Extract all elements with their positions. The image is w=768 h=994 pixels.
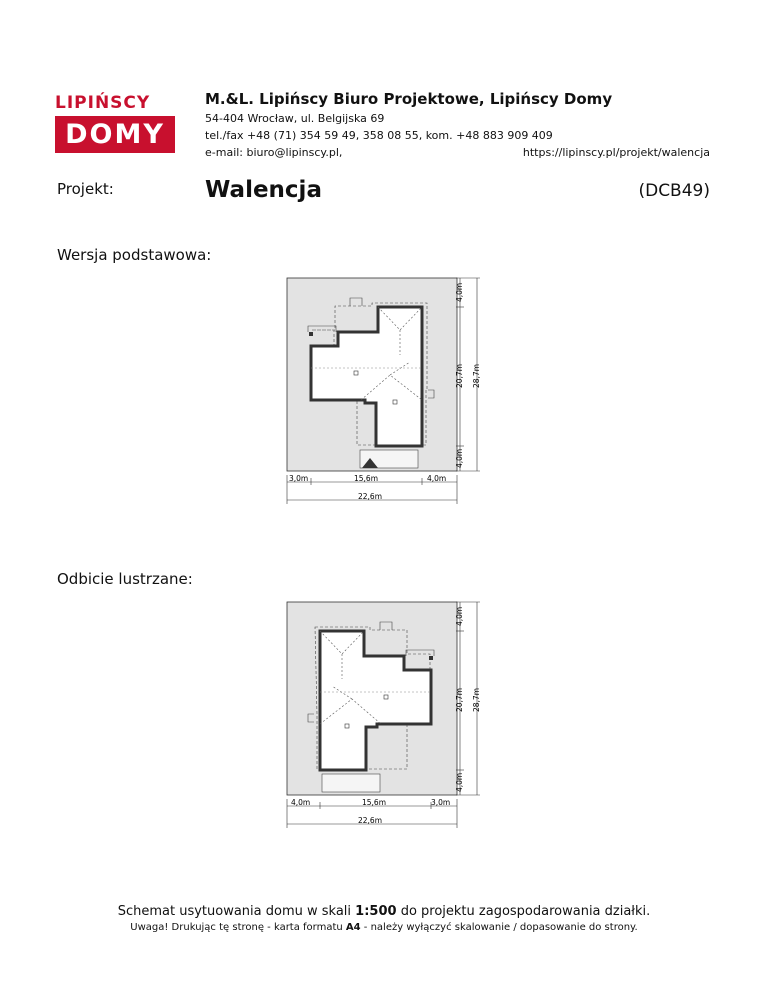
project-url[interactable]: https://lipinscy.pl/projekt/walencja bbox=[522, 146, 710, 159]
dim-middle: 15,6m bbox=[362, 798, 387, 807]
dim-height: 20,7m bbox=[455, 363, 464, 388]
site-plan-mirror bbox=[270, 594, 500, 844]
company-logo bbox=[55, 92, 175, 154]
section-basic-title: Wersja podstawowa: bbox=[57, 246, 212, 264]
dim-bottom: 4,0m bbox=[455, 448, 464, 468]
dim-top: 4,0m bbox=[455, 606, 464, 626]
dim-height: 20,7m bbox=[455, 687, 464, 712]
site-plan-basic bbox=[270, 270, 500, 520]
dim-middle: 15,6m bbox=[354, 474, 379, 483]
dim-total-height: 28,7m bbox=[472, 363, 481, 388]
company-address: 54-404 Wrocław, ul. Belgijska 69 bbox=[205, 112, 385, 125]
project-label: Projekt: bbox=[57, 180, 114, 198]
dim-total: 22,6m bbox=[358, 816, 383, 825]
dim-left: 3,0m bbox=[289, 474, 309, 483]
project-name: Walencja bbox=[205, 177, 322, 203]
dim-left: 4,0m bbox=[291, 798, 311, 807]
dim-top: 4,0m bbox=[455, 282, 464, 302]
dim-right: 4,0m bbox=[427, 474, 447, 483]
footer-print-warning: Uwaga! Drukując tę stronę - karta formatu A4 - należy wyłączyć skalowanie / dopasowanie do strony. bbox=[130, 922, 638, 933]
dim-total-height: 28,7m bbox=[472, 687, 481, 712]
footer-scale-note: Schemat usytuowania domu w skali 1:500 do projektu zagospodarowania działki. bbox=[117, 904, 651, 919]
dim-bottom: 4,0m bbox=[455, 772, 464, 792]
logo-top-text: LIPIŃSCY bbox=[55, 93, 151, 113]
section-mirror-title: Odbicie lustrzane: bbox=[57, 570, 193, 588]
dim-right: 3,0m bbox=[431, 798, 451, 807]
company-phone: tel./fax +48 (71) 354 59 49, 358 08 55, kom. +48 883 909 409 bbox=[205, 129, 553, 142]
company-email[interactable]: e-mail: biuro@lipinscy.pl, bbox=[205, 146, 343, 159]
logo-bottom-text: DOMY bbox=[55, 116, 175, 153]
project-code: (DCB49) bbox=[638, 181, 710, 201]
company-name: M.&L. Lipińscy Biuro Projektowe, Lipińscy Domy bbox=[205, 90, 613, 108]
dim-total: 22,6m bbox=[358, 492, 383, 501]
